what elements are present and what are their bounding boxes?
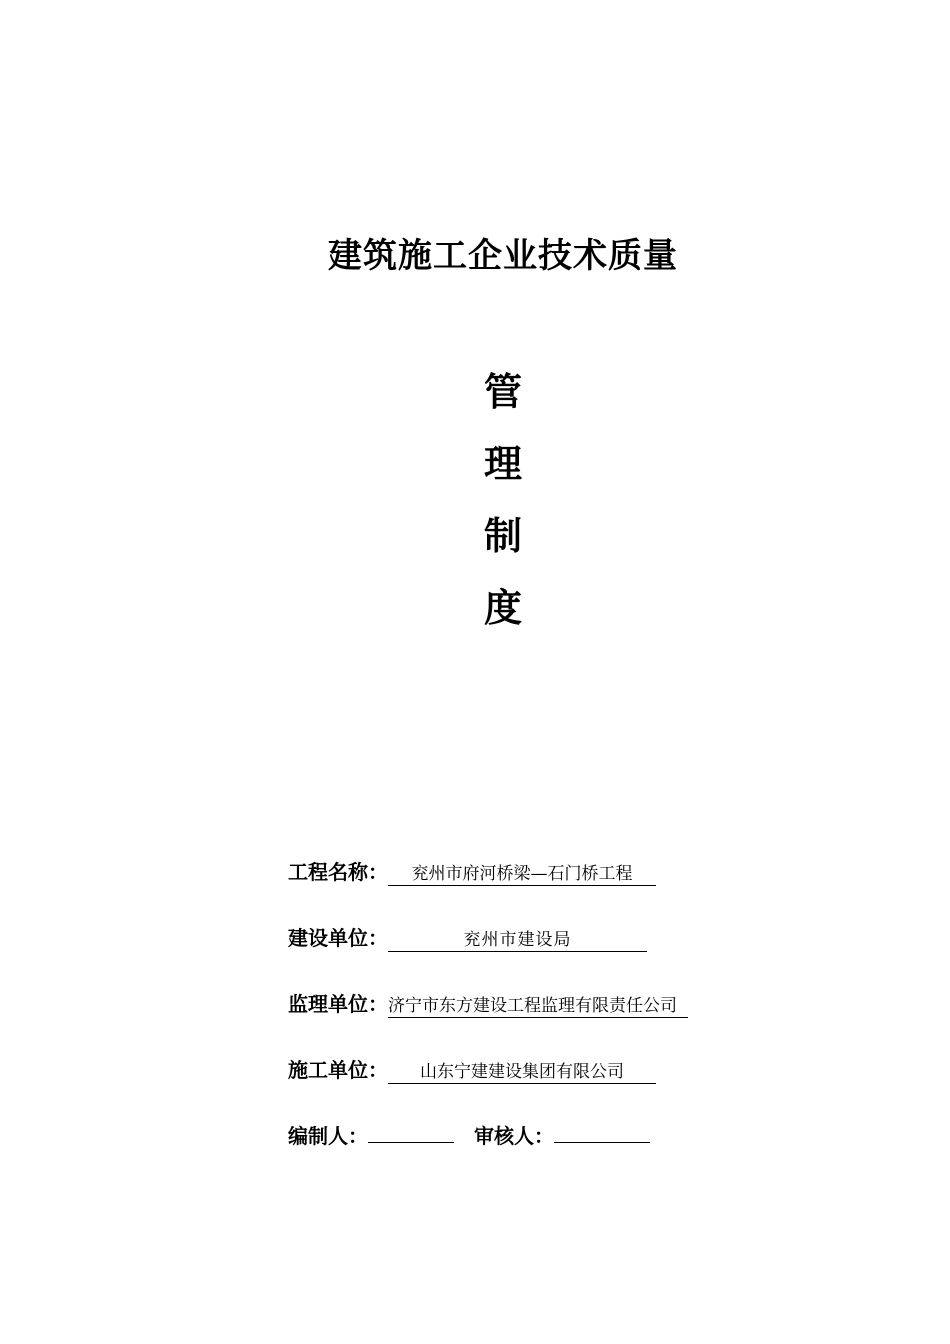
vertical-title-char-1: 管 bbox=[483, 370, 522, 414]
supervisor-row bbox=[288, 989, 688, 1019]
vertical-title-char-3: 制 bbox=[483, 514, 522, 558]
supervisor-label: 监理单位： bbox=[288, 992, 388, 1016]
constructor-label: 施工单位： bbox=[288, 1058, 388, 1082]
signature-row bbox=[288, 1121, 650, 1151]
document-title: 建筑施工企业技术质量 bbox=[328, 236, 678, 276]
constructor-row bbox=[288, 1055, 656, 1085]
constructor-value: 山东宁建建设集团有限公司 bbox=[388, 1061, 656, 1084]
builder-label: 建设单位： bbox=[288, 926, 388, 950]
compiler-label: 编制人： bbox=[288, 1124, 368, 1148]
vertical-title-char-2: 理 bbox=[483, 442, 522, 486]
reviewer-blank bbox=[554, 1122, 650, 1143]
compiler-blank bbox=[368, 1122, 454, 1143]
project-name-row bbox=[288, 857, 656, 887]
project-name-label: 工程名称： bbox=[288, 860, 388, 884]
project-name-value: 兖州市府河桥梁—石门桥工程 bbox=[388, 863, 656, 886]
reviewer-label: 审核人： bbox=[474, 1124, 554, 1148]
builder-row bbox=[288, 923, 647, 953]
vertical-title-char-4: 度 bbox=[483, 586, 522, 630]
builder-value: 兖州市建设局 bbox=[388, 929, 647, 952]
supervisor-value: 济宁市东方建设工程监理有限责任公司 bbox=[388, 995, 688, 1018]
